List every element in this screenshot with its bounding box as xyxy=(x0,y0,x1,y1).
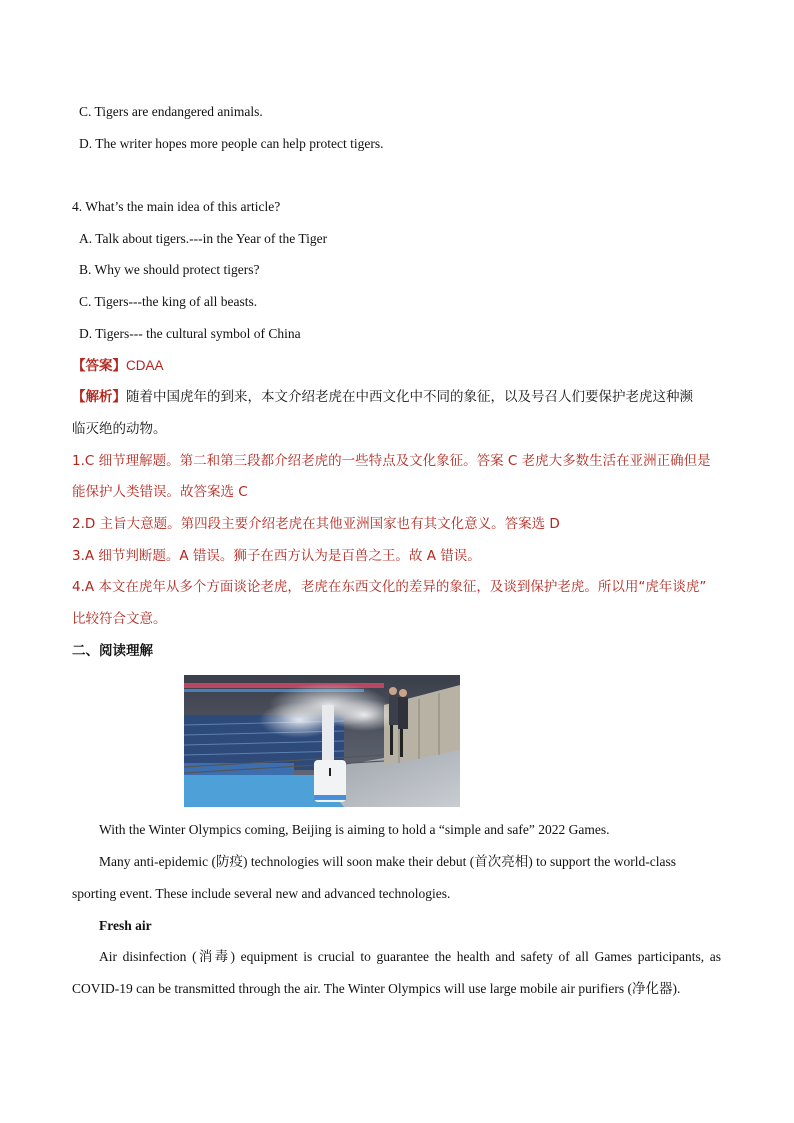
passage-paragraph-3-line-1: Air disinfection (消毒) equipment is crucial to guarantee the health and safety of all Games participants, as xyxy=(99,949,721,964)
passage-subheading: Fresh air xyxy=(99,918,152,933)
question-4-option-b: B. Why we should protect tigers? xyxy=(79,262,260,277)
passage-paragraph-3-line-2: COVID-19 can be transmitted through the air. The Winter Olympics will use large mobile air purifiers (净化器). xyxy=(72,981,681,996)
question-4-option-a: A. Talk about tigers.---in the Year of the Tiger xyxy=(79,231,328,246)
answer-line xyxy=(72,357,164,375)
question-4-option-d: D. Tigers--- the cultural symbol of China xyxy=(79,326,301,341)
question-3-option-c: C. Tigers are endangered animals. xyxy=(79,104,263,119)
analysis-item-3: 3.A 细节判断题。A 错误。狮子在西方认为是百兽之王。故 A 错误。 xyxy=(72,548,481,564)
answer-value: CDAA xyxy=(126,358,164,373)
question-3-option-d: D. The writer hopes more people can help protect tigers. xyxy=(79,136,384,151)
analysis-intro-line-2: 临灭绝的动物。 xyxy=(72,421,167,437)
analysis-item-4-line-2: 比较符合文意。 xyxy=(72,611,167,627)
question-4-stem: 4. What’s the main idea of this article? xyxy=(72,199,281,214)
question-4-option-c: C. Tigers---the king of all beasts. xyxy=(79,294,258,309)
answer-tag: 【答案】 xyxy=(72,358,126,374)
analysis-item-2: 2.D 主旨大意题。第四段主要介绍老虎在其他亚洲国家也有其文化意义。答案选 D xyxy=(72,516,560,532)
passage-paragraph-2-line-2: sporting event. These include several new and advanced technologies. xyxy=(72,886,451,901)
analysis-intro-text: 随着中国虎年的到来，本文介绍老虎在中西文化中不同的象征，以及号召人们要保护老虎这种濒 xyxy=(126,389,693,405)
passage-paragraph-1: With the Winter Olympics coming, Beijing is aiming to hold a “simple and safe” 2022 Games. xyxy=(99,822,610,837)
analysis-intro-line-1 xyxy=(72,388,693,406)
section-title: 二、阅读理解 xyxy=(72,643,153,659)
olympics-venue-photo xyxy=(184,675,460,807)
analysis-item-1-line-2: 能保护人类错误。故答案选 C xyxy=(72,484,248,500)
analysis-item-4-line-1: 4.A 本文在虎年从多个方面谈论老虎，老虎在东西文化的差异的象征，及谈到保护老虎。所以用“虎年谈虎” xyxy=(72,579,707,595)
passage-paragraph-2-line-1: Many anti-epidemic (防疫) technologies will soon make their debut (首次亮相) to support the world-class xyxy=(99,854,676,869)
analysis-tag: 【解析】 xyxy=(72,389,126,405)
analysis-item-1-line-1: 1.C 细节理解题。第二和第三段都介绍老虎的一些特点及文化象征。答案 C 老虎大多数生活在亚洲正确但是 xyxy=(72,453,711,469)
